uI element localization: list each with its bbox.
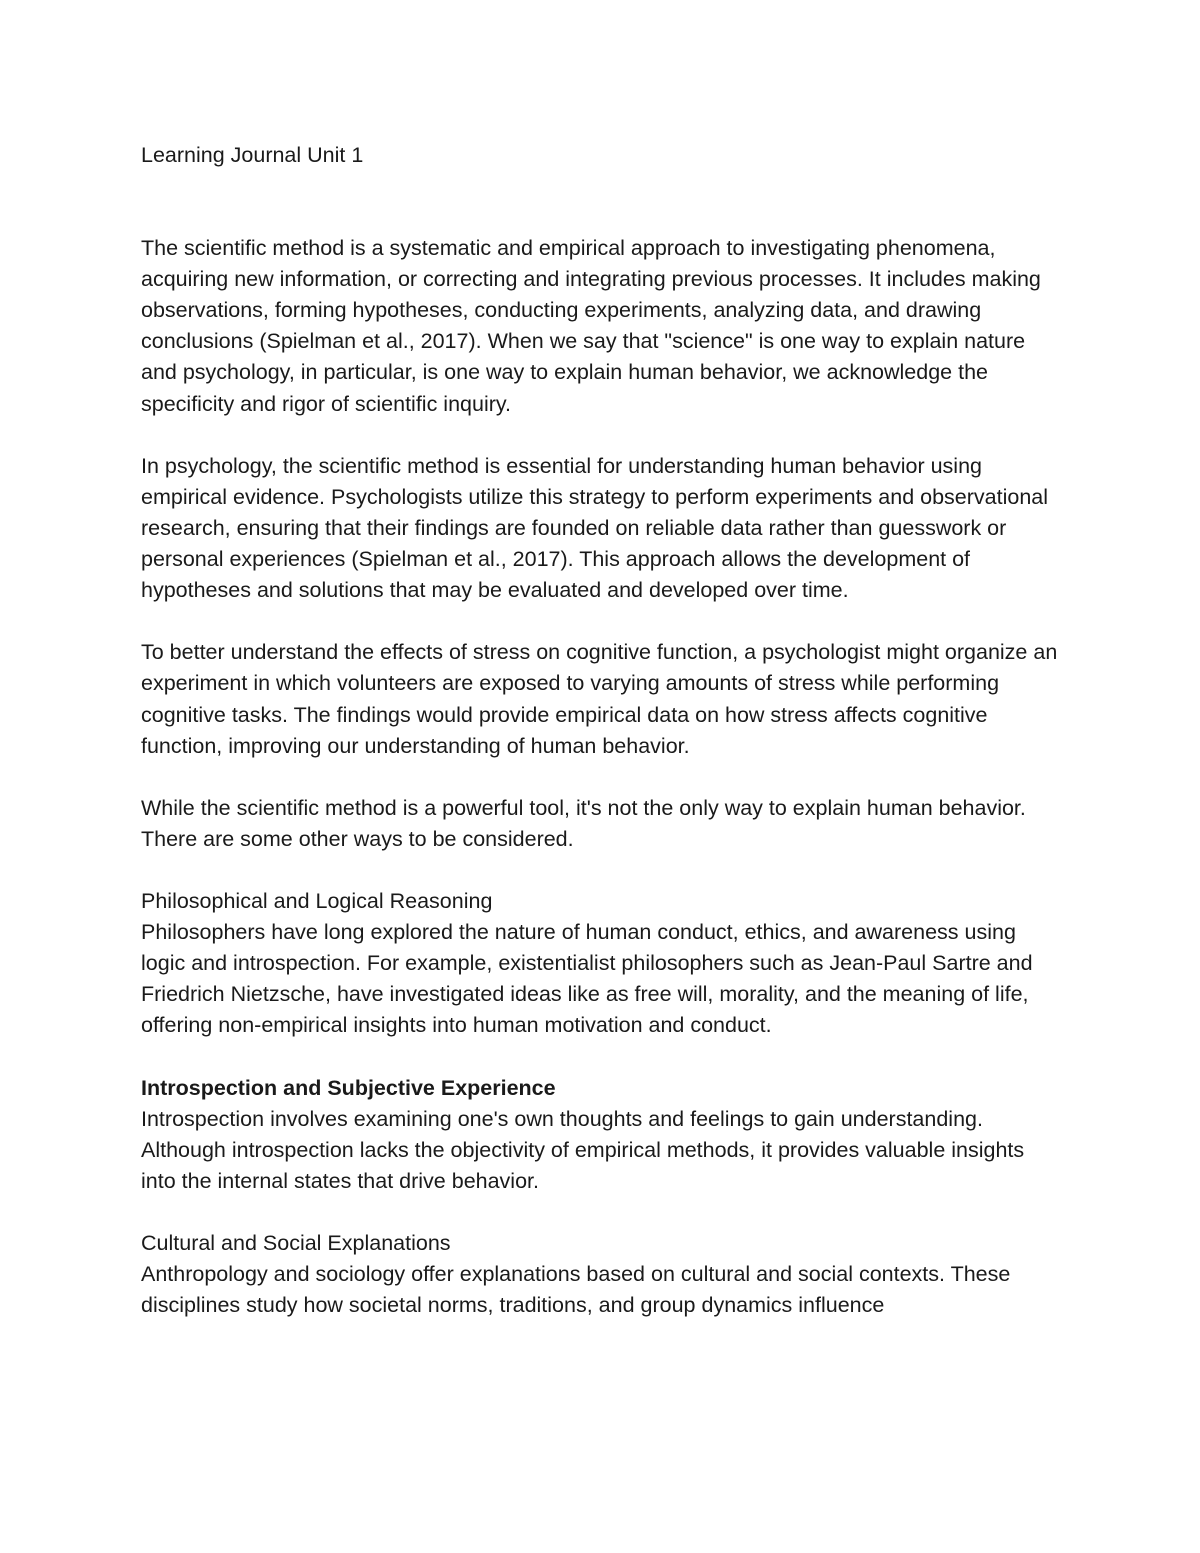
section-philosophical <box>141 886 1061 1041</box>
paragraph-scientific-method: The scientific method is a systematic and empirical approach to investigating phenomena, acquiring new information, or correcting and integrating previous processes. It includes making observations, forming hypotheses, conducting experiments, analyzing data, and drawing conclusions (Spielman et al., 2017). When we say that "science" is one way to explain nature and psychology, in particular, is one way to explain human behavior, we acknowledge the specificity and rigor of scientific inquiry. <box>141 236 1041 416</box>
section-heading: Philosophical and Logical Reasoning <box>141 889 493 914</box>
section-body: Philosophers have long explored the nature of human conduct, ethics, and awareness using logic and introspection. For example, existentialist philosophers such as Jean-Paul Sartre and Friedrich Nietzsche, have investigated ideas like as free will, morality, and the meaning of life, offering non-empirical insights into human motivation and conduct. <box>141 920 1033 1038</box>
section-heading: Cultural and Social Explanations <box>141 1231 451 1256</box>
section-introspection <box>141 1073 1061 1197</box>
document-title: Learning Journal Unit 1 <box>141 143 364 167</box>
paragraph-other-ways: While the scientific method is a powerful tool, it's not the only way to explain human behavior. There are some other ways to be considered. <box>141 795 1026 851</box>
section-body: Introspection involves examining one's own thoughts and feelings to gain understanding. Although introspection lacks the objectivity of empirical methods, it provides valuable insights into the internal states that drive behavior. <box>141 1106 1025 1193</box>
section-cultural <box>141 1228 1061 1321</box>
document-page <box>141 140 1061 1352</box>
paragraph-psychology: In psychology, the scientific method is essential for understanding human behavior using empirical evidence. Psychologists utilize this strategy to perform experiments and observational research, ensuring that their findings are founded on reliable data rather than guesswork or personal experiences (Spielman et al., 2017). This approach allows the development of hypotheses and solutions that may be evaluated and developed over time. <box>141 453 1049 603</box>
section-heading: Introspection and Subjective Experience <box>141 1075 556 1100</box>
paragraph-stress-experiment: To better understand the effects of stress on cognitive function, a psychologist might organize an experiment in which volunteers are exposed to varying amounts of stress while performing cognitive tasks. The findings would provide empirical data on how stress affects cognitive function, improving our understanding of human behavior. <box>141 640 1058 758</box>
section-body: Anthropology and sociology offer explanations based on cultural and social contexts. These disciplines study how societal norms, traditions, and group dynamics influence <box>141 1262 1011 1318</box>
